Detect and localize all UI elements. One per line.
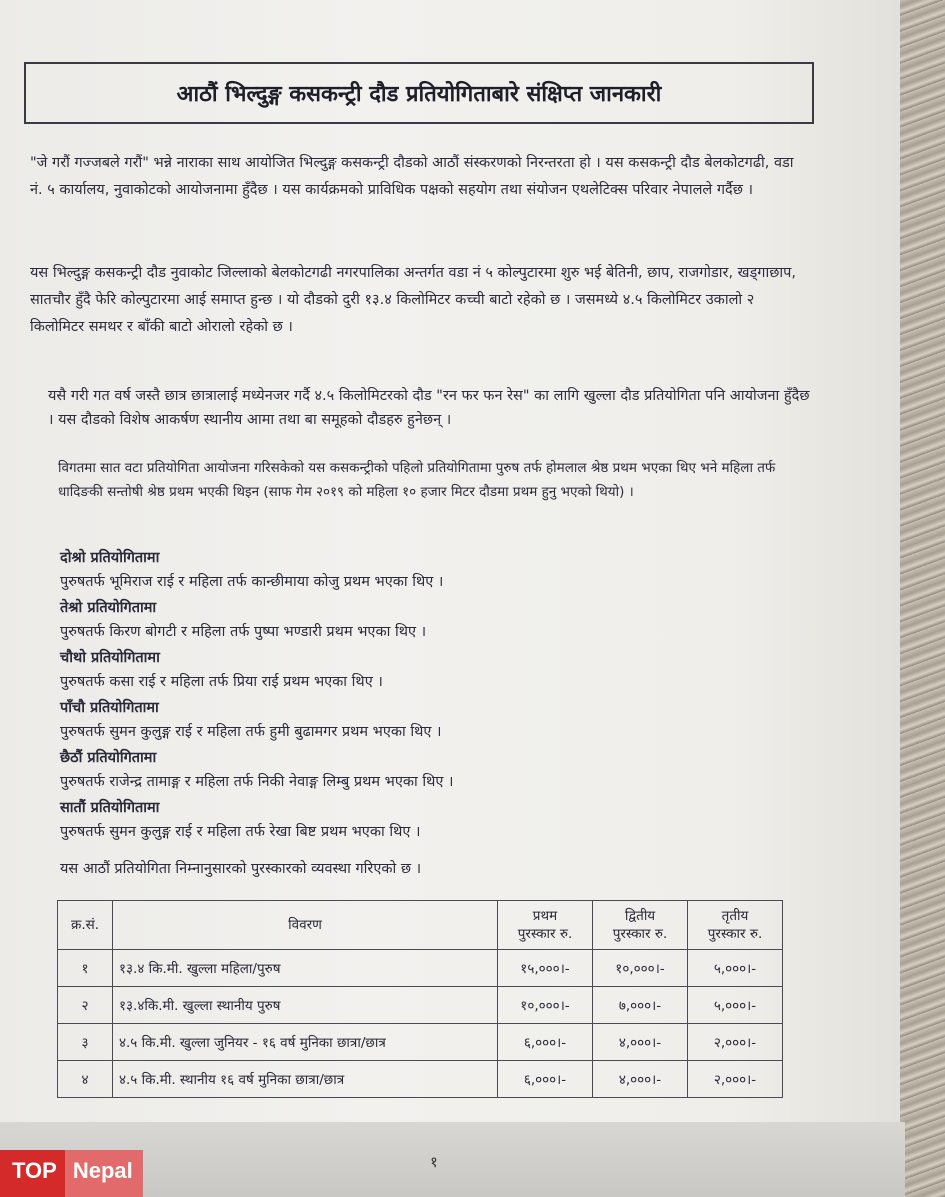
result-winners: पुरुषतर्फ कसा राई र महिला तर्फ प्रिया राई प्रथम भएका थिए । bbox=[60, 674, 383, 690]
result-winners: पुरुषतर्फ भूमिराज राई र महिला तर्फ कान्छीमाया कोजु प्रथम भएका थिए । bbox=[60, 574, 444, 590]
header-description: विवरण bbox=[113, 901, 498, 950]
prize-table bbox=[57, 900, 783, 1098]
table-row bbox=[58, 987, 783, 1024]
paragraph-intro: "जे गरौं गज्जबले गरौं" भन्ने नाराका साथ आयोजित भिल्दुङ्ग कसकन्ट्री दौडको आठौं संस्करणको निरन्तरता हो । यस कसकन्ट्री दौड बेलकोटगढी, वडा नं. ५ कार्यालय, नुवाकोटको आयोजनामा हुँदैछ । यस कार्यक्रमको प्राविधिक पक्षको सहयोग तथा संयोजन एथलेटिक्स परिवार नेपालले गर्दैछ । bbox=[30, 155, 794, 198]
header-second-prize bbox=[593, 901, 688, 950]
past-results bbox=[60, 546, 780, 846]
cell-description: ४.५ कि.मी. खुल्ला जुनियर - १६ वर्ष मुनिका छात्रा/छात्र bbox=[113, 1024, 498, 1061]
header-sn: क्र.सं. bbox=[58, 901, 113, 950]
cell-description: १३.४कि.मी. खुल्ला स्थानीय पुरुष bbox=[113, 987, 498, 1024]
cell-third-prize: २,०००।- bbox=[688, 1061, 783, 1098]
cell-second-prize: ४,०००।- bbox=[593, 1061, 688, 1098]
header-third-unit: पुरस्कार रु. bbox=[707, 926, 763, 942]
prize-intro: यस आठौं प्रतियोगिता निम्नानुसारको पुरस्कारको व्यवस्था गरिएको छ । bbox=[60, 861, 422, 877]
header-third-label: तृतीय bbox=[721, 908, 749, 924]
watermark-logo bbox=[0, 1150, 143, 1197]
paragraph-fun-race: यसै गरी गत वर्ष जस्तै छात्र छात्रालाई मध्येनजर गर्दै ४.५ किलोमिटरको दौड "रन फर फन रेस" का लागि खुल्ला दौड प्रतियोगिता पनि आयोजना हुँदैछ । यस दौडको विशेष आकर्षण स्थानीय आमा तथा बा समूहको दौडहरु हुनेछन् । bbox=[48, 388, 810, 428]
result-heading: चौथो प्रतियोगितामा bbox=[60, 650, 160, 666]
table-row bbox=[58, 1061, 783, 1098]
result-winners: पुरुषतर्फ राजेन्द्र तामाङ्ग र महिला तर्फ निकी नेवाङ्ग लिम्बु प्रथम भएका थिए । bbox=[60, 774, 454, 790]
cell-sn: २ bbox=[58, 987, 113, 1024]
document-title: आठौं भिल्दुङ्ग कसकन्ट्री दौड प्रतियोगिताबारे संक्षिप्त जानकारी bbox=[176, 82, 662, 107]
cell-first-prize: ६,०००।- bbox=[498, 1024, 593, 1061]
cell-description: १३.४ कि.मी. खुल्ला महिला/पुरुष bbox=[113, 950, 498, 987]
cell-third-prize: ५,०००।- bbox=[688, 987, 783, 1024]
table-row bbox=[58, 950, 783, 987]
watermark-top: TOP bbox=[0, 1150, 65, 1197]
cell-sn: ३ bbox=[58, 1024, 113, 1061]
header-third-prize bbox=[688, 901, 783, 950]
cell-second-prize: ४,०००।- bbox=[593, 1024, 688, 1061]
result-heading: छैठौं प्रतियोगितामा bbox=[60, 750, 157, 766]
cell-first-prize: १०,०००।- bbox=[498, 987, 593, 1024]
cell-first-prize: ६,०००।- bbox=[498, 1061, 593, 1098]
result-heading: पाँचौ प्रतियोगितामा bbox=[60, 700, 159, 716]
result-heading: दोश्रो प्रतियोगितामा bbox=[60, 550, 160, 566]
cell-third-prize: २,०००।- bbox=[688, 1024, 783, 1061]
cell-first-prize: १५,०००।- bbox=[498, 950, 593, 987]
table-header-row bbox=[58, 901, 783, 950]
table-row bbox=[58, 1024, 783, 1061]
cell-description: ४.५ कि.मी. स्थानीय १६ वर्ष मुनिका छात्रा/छात्र bbox=[113, 1061, 498, 1098]
cell-second-prize: ७,०००।- bbox=[593, 987, 688, 1024]
result-winners: पुरुषतर्फ सुमन कुलुङ्ग राई र महिला तर्फ हुमी बुढामगर प्रथम भएका थिए । bbox=[60, 724, 442, 740]
page-number: १ bbox=[430, 1153, 438, 1171]
result-winners: पुरुषतर्फ सुमन कुलुङ्ग राई र महिला तर्फ रेखा बिष्ट प्रथम भएका थिए । bbox=[60, 824, 421, 840]
paragraph-route: यस भिल्दुङ्ग कसकन्ट्री दौड नुवाकोट जिल्लाको बेलकोटगढी नगरपालिका अन्तर्गत वडा नं ५ कोल्पुटारमा शुरु भई बेतिनी, छाप, राजगोडार, खड्गाछाप, सातचौर हुँदै फेरि कोल्पुटारमा आई समाप्त हुन्छ । यो दौडको दुरी १३.४ किलोमिटर कच्ची बाटो रहेको छ । जसमध्ये ४.५ किलोमिटर उकालो २ किलोमिटर समथर र बाँकी बाटो ओरालो रहेको छ । bbox=[30, 265, 796, 335]
cell-second-prize: १०,०००।- bbox=[593, 950, 688, 987]
cell-sn: ४ bbox=[58, 1061, 113, 1098]
result-heading: तेश्रो प्रतियोगितामा bbox=[60, 600, 157, 616]
watermark-nepal: Nepal bbox=[65, 1150, 143, 1197]
header-first-label: प्रथम bbox=[532, 908, 558, 924]
header-second-unit: पुरस्कार रु. bbox=[612, 926, 668, 942]
header-first-unit: पुरस्कार रु. bbox=[517, 926, 573, 942]
cell-third-prize: ५,०००।- bbox=[688, 950, 783, 987]
result-heading: सातौं प्रतियोगितामा bbox=[60, 800, 160, 816]
title-box bbox=[24, 62, 814, 124]
paragraph-history: विगतमा सात वटा प्रतियोगिता आयोजना गरिसकेको यस कसकन्ट्रीको पहिलो प्रतियोगितामा पुरुष तर्फ होमलाल श्रेष्ठ प्रथम भएका थिए भने महिला तर्फ धादिङकी सन्तोषी श्रेष्ठ प्रथम भएकी थिइन (साफ गेम २०१९ को महिला १० हजार मिटर दौडमा प्रथम हुनु भएको थियो) । bbox=[58, 460, 776, 500]
cell-sn: १ bbox=[58, 950, 113, 987]
background-surface bbox=[900, 0, 945, 1197]
header-first-prize bbox=[498, 901, 593, 950]
result-winners: पुरुषतर्फ किरण बोगटी र महिला तर्फ पुष्पा भण्डारी प्रथम भएका थिए । bbox=[60, 624, 427, 640]
header-second-label: द्वितीय bbox=[624, 908, 656, 924]
